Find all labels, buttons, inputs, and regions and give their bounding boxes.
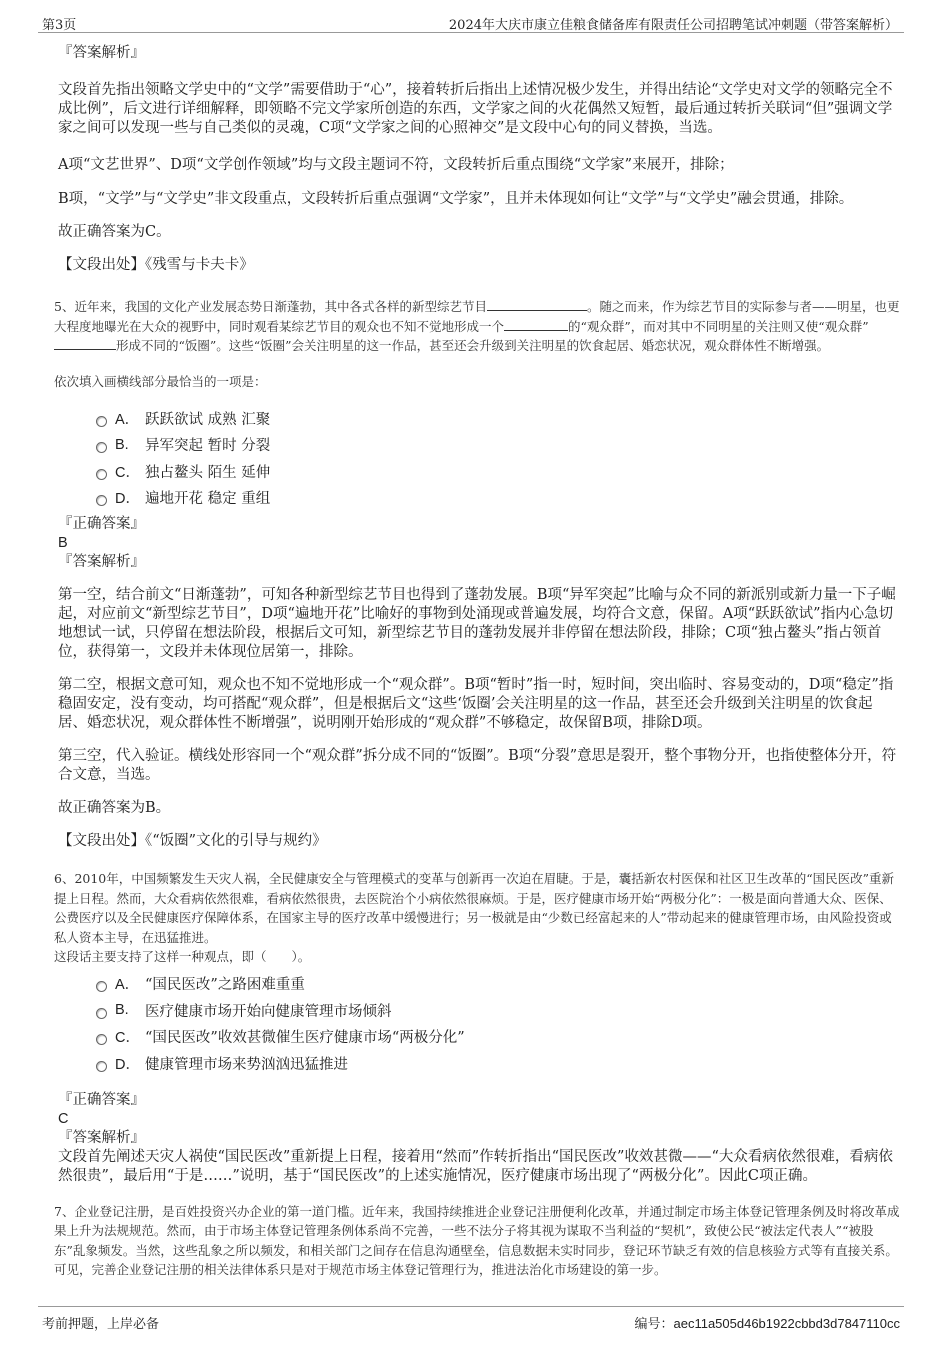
- document-title: 2024年大庆市康立佳粮食储备库有限责任公司招聘笔试冲刺题（带答案解析）: [448, 18, 898, 33]
- answer-blank: [487, 298, 587, 311]
- q5-stem: 5、近年来，我国的文化产业发展态势日渐蓬勃，其中各式各样的新型综艺节目 。随之而来，作为综艺节目的实际参与者——明星，也更大程度地曝光在大众的视野中，同时观看某综艺节目的观众也不知不觉地形成一个 的“观众群”，而对其中不同明星的关注则又使“观众群”形成不同的“饭圈”。这些“饭圈”会关注明星的这一作品，甚至还会升级到关注明星的饮食起居、婚恋状况，观众群体性不断增强。: [54, 299, 900, 353]
- q4-analysis-para: A项“文艺世界”、D项“文学创作领域”均与文段主题词不符，文段转折后重点围绕“文学家”来展开，排除；: [58, 157, 734, 173]
- q4-analysis-para: B项，“文学”与“文学史”非文段重点，文段转折后重点强调“文学家”，且并未体现如何让“文学”与“文学史”融会贯通，排除。: [58, 191, 854, 207]
- q6-analysis-para: 文段首先阐述天灾人祸使“国民医改”重新提上日程，接着用“然而”作转折指出“国民医改”收效甚微——“大众看病依然很难，看病依然很贵”，最后用“于是……”说明，基于“国民医改”的上述实施情况，医疗健康市场出现了“两极分化”。因此C项正确。: [58, 1148, 893, 1184]
- q6-option-c[interactable]: C． “国民医改”收效甚微催生医疗健康市场“两极分化”: [96, 1024, 900, 1051]
- q4-source: 【文段出处】《残雪与卡夫卡》: [58, 257, 254, 273]
- q6-answer-label: 『正确答案』: [58, 1091, 145, 1108]
- q5-answer: B: [58, 535, 68, 551]
- footer-slogan: 考前押题，上岸必备: [42, 1317, 160, 1332]
- q5-analysis-para: 第二空，根据文意可知，观众也不知不觉地形成一个“观众群”。B项“暂时”指一时，短时间，突出临时、容易变动的，D项“稳定”指稳固安定，没有变动，均可搭配“观众群”，但是根据后文“这些‘饭圈’会关注明星的这一作品，甚至还会升级到关注明星的饮食起居、婚恋状况，观众群体性不断增强”，说明刚开始形成的“观众群”不够稳定，故保留B项，排除D项。: [58, 677, 894, 731]
- radio-icon[interactable]: [96, 1034, 107, 1045]
- radio-icon[interactable]: [96, 469, 107, 480]
- q5-conclusion: 故正确答案为B。: [58, 800, 171, 816]
- answer-blank: [504, 318, 568, 331]
- q4-analysis-label: 『答案解析』: [58, 45, 145, 61]
- q4-analysis-para: 文段首先指出领略文学史中的“文学”需要借助于“心”，接着转折后指出上述情况极少发生，并得出结论“文学史对文学的领略完全不成比例”，后文进行详细解释，即领略不完文学家所创造的东西，文学家之间的火花偶然又短暂，最后通过转折关联词“但”强调文学家之间可以发现一些与自己类似的灵魂，C项“文学家之间的心照神交”是文段中心句的同义替换，当选。: [58, 82, 893, 136]
- q6-option-d[interactable]: D． 健康管理市场来势汹汹迅猛推进: [96, 1050, 900, 1077]
- q5-analysis-para: 第三空，代入验证。横线处形容同一个“观众群”拆分成不同的“饭圈”。B项“分裂”意思是裂开，整个事物分开，也指使整体分开，符合文意，当选。: [58, 748, 897, 783]
- q5-option-b[interactable]: B. 异军突起 暂时 分裂: [96, 432, 900, 459]
- radio-icon[interactable]: [96, 442, 107, 453]
- q6-option-b[interactable]: B. 医疗健康市场开始向健康管理市场倾斜: [96, 997, 900, 1024]
- radio-icon[interactable]: [96, 981, 107, 992]
- radio-icon[interactable]: [96, 1008, 107, 1019]
- document-code: 编号：aec11a505d46b1922cbbd3d7847110cc: [634, 1316, 900, 1332]
- q5-answer-label: 『正确答案』: [58, 516, 145, 532]
- q5-analysis-para: 第一空，结合前文“日渐蓬勃”，可知各种新型综艺节目也得到了蓬勃发展。B项“异军突起”比喻与众不同的新派别或新力量一下子崛起，对应前文“新型综艺节目”，D项“遍地开花”比喻好的事物到处涌现或普遍发展，均符合文意，保留。A项“跃跃欲试”指内心急切地想试一试，只停留在想法阶段，根据后文可知，新型综艺节目的蓬勃发展并非停留在想法阶段，排除；C项“独占鳌头”指占领首位，获得第一，文段并未体现位居第一，排除。: [58, 587, 896, 660]
- q6-options: [96, 971, 900, 1077]
- radio-icon[interactable]: [96, 416, 107, 427]
- q5-options: [96, 405, 900, 511]
- q5-source: 【文段出处】《“饭圈”文化的引导与规约》: [58, 833, 327, 849]
- q6-question: 这段话主要支持了这样一种观点，即（ ）。: [54, 949, 311, 964]
- page-number: 第3页: [42, 18, 77, 33]
- q5-option-a[interactable]: A． 跃跃欲试 成熟 汇聚: [96, 405, 900, 432]
- q6-option-a[interactable]: A． “国民医改”之路困难重重: [96, 971, 900, 998]
- q5-option-d[interactable]: D． 遍地开花 稳定 重组: [96, 485, 900, 512]
- main-content: [54, 44, 900, 1280]
- q6-answer: C: [58, 1110, 69, 1127]
- q5-option-c[interactable]: C． 独占鳌头 陌生 延伸: [96, 458, 900, 485]
- q7-stem: 7、企业登记注册，是百姓投资兴办企业的第一道门槛。近年来，我国持续推进企业登记注册便利化改革，并通过制定市场主体登记管理条例及时将改革成果上升为法规规范。然而，由于市场主体登记管理条例体系尚不完善，一些不法分子将其视为谋取不当利益的“契机”，致使公民“被法定代表人”“被股东”乱象频发。当然，这些乱象之所以频发，和相关部门之间存在信息沟通壁垒，信息数据未实时同步，登记环节缺乏有效的信息核验方式等有直接关系。可见，完善企业登记注册的相关法律体系只是对于规范市场主体登记管理行为，推进法治化市场建设的第一步。: [54, 1203, 900, 1277]
- radio-icon[interactable]: [96, 495, 107, 506]
- q4-conclusion: 故正确答案为C。: [58, 224, 171, 240]
- page-footer: [38, 1306, 904, 1331]
- q6-stem: 6、2010年，中国频繁发生天灾人祸，全民健康安全与管理模式的变革与创新再一次迫在眉睫。于是，囊括新农村医保和社区卫生改革的“国民医改”重新提上日程。然而，大众看病依然很难，看病依然很贵，去医院治个小病依然很麻烦。于是，医疗健康市场开始“两极分化”：一极是面向普通大众、医保、公费医疗以及全民健康医疗保障体系，在国家主导的医疗改革中缓慢进行；另一极就是由“少数已经富起来的人”带动起来的健康管理市场，由风险投资或私人资本主导，在迅猛推进。: [54, 871, 895, 945]
- q5-instruction: 依次填入画横线部分最恰当的一项是：: [54, 373, 267, 389]
- page-header: [38, 10, 904, 33]
- radio-icon[interactable]: [96, 1061, 107, 1072]
- q6-analysis-label: 『答案解析』: [58, 1129, 145, 1146]
- answer-blank: [54, 337, 116, 350]
- q5-analysis-label: 『答案解析』: [58, 554, 145, 570]
